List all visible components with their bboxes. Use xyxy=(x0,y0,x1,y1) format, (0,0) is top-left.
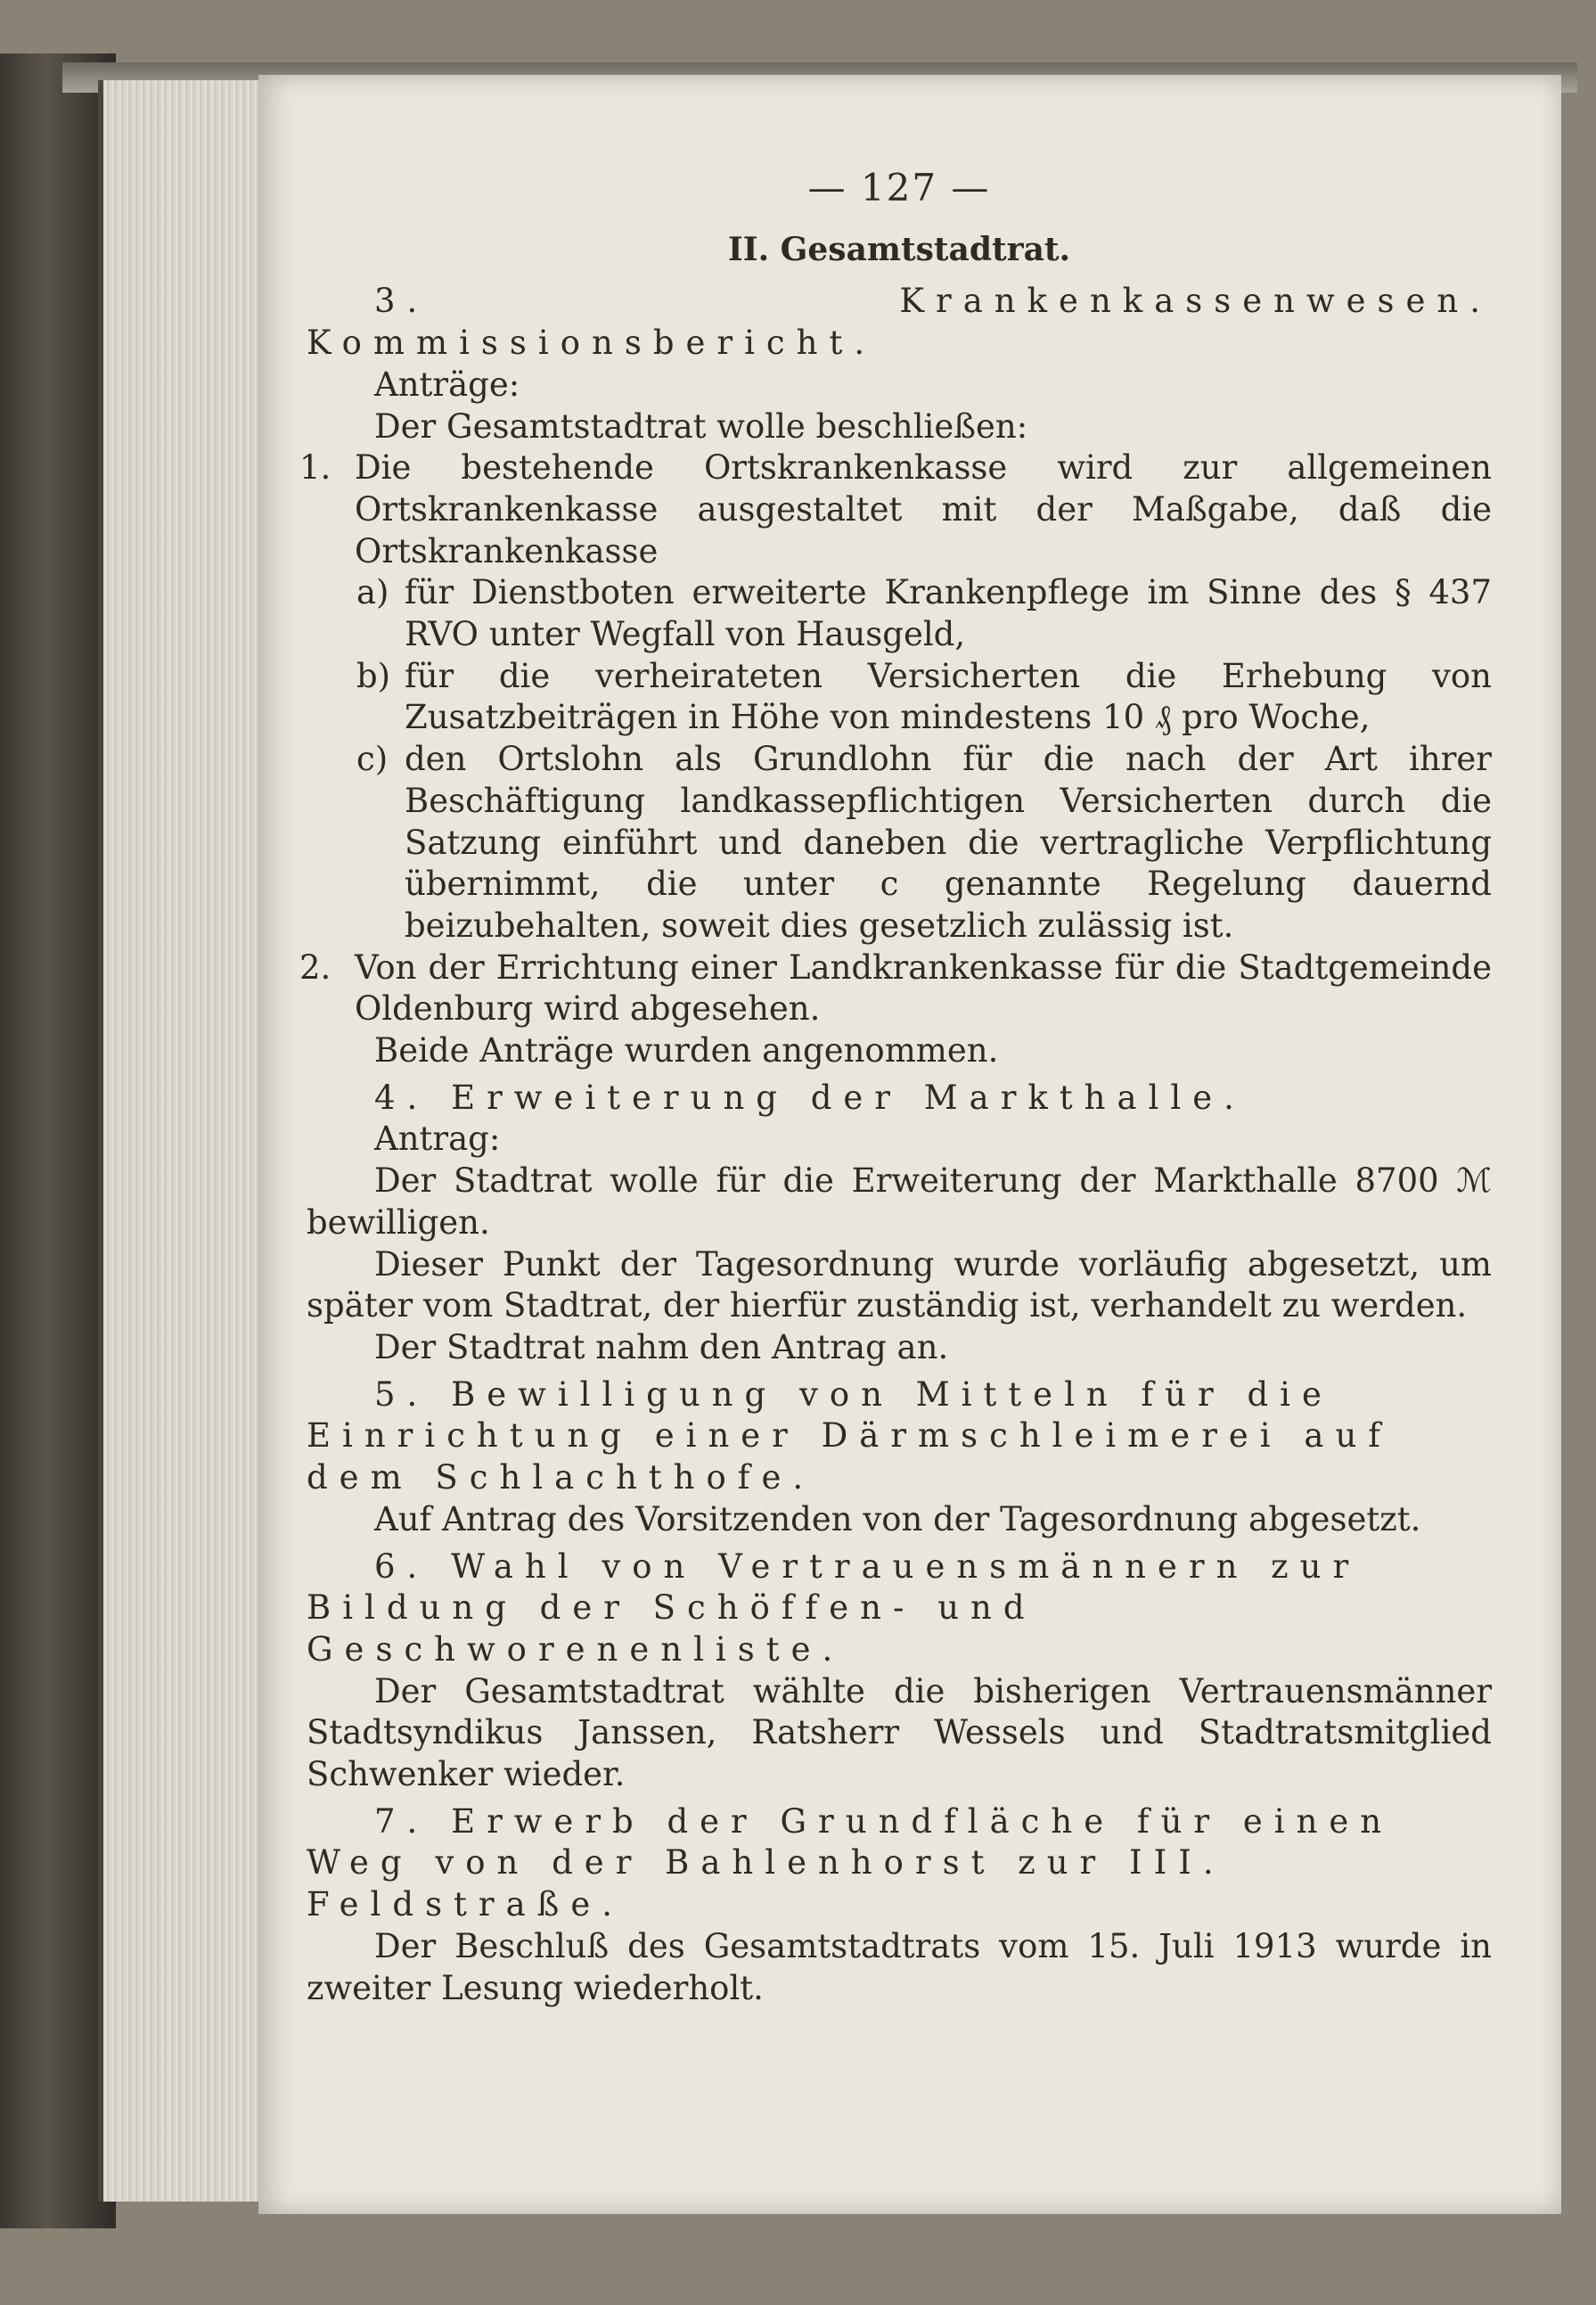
item3-sub-a-label: a) xyxy=(356,573,389,612)
item7-title: 7. Erwerb der Grundfläche für einen Weg von der Bahlenhorst zur III. Feldstraße. xyxy=(307,1801,1394,1924)
item3-result: Beide Anträge wurden angenommen. xyxy=(374,1031,999,1070)
item6-title: 6. Wahl von Vertrauensmännern zur Bildung der Schöffen- und Geschworenenliste. xyxy=(307,1546,1361,1669)
page-edges xyxy=(98,80,273,2202)
item5-title: 5. Bewilligung von Mitteln für die Einrichtung einer Därmschleimerei auf dem Schlachthofe. xyxy=(307,1374,1392,1497)
item3-point1 xyxy=(299,447,1492,572)
item3-antraege-label: Anträge: xyxy=(374,365,520,404)
page-content xyxy=(299,159,1492,2009)
section-heading: II. Gesamtstadtrat. xyxy=(727,230,1071,268)
item3-sub-c xyxy=(307,739,1492,947)
item4-result: Der Stadtrat nahm den Antrag an. xyxy=(374,1327,949,1366)
item3-point2-text: Von der Errichtung einer Landkrankenkasse für die Stadtgemeinde Oldenburg wird abgesehen. xyxy=(355,947,1492,1029)
item3-point2-label: 2. xyxy=(299,947,331,987)
item3-title: 3. Krankenkassenwesen. Kommissionsbericht. xyxy=(307,282,1492,363)
page-number: — 127 — xyxy=(807,166,991,209)
item3-sub-b-text: für die verheirateten Versicherten die Erhebung von Zusatzbeiträgen in Höhe von mindestens 10 ₰ pro Woche, xyxy=(405,656,1492,737)
item3-sub-b xyxy=(307,656,1492,739)
item3-sub-c-label: c) xyxy=(356,740,389,779)
item3-sub-a-text: für Dienstboten erweiterte Krankenpflege im Sinne des § 437 RVO unter Wegfall von Hausgeld, xyxy=(405,573,1492,654)
item4-text: Der Stadtrat wolle für die Erweiterung der Markthalle 8700 ℳ bewilligen. xyxy=(307,1161,1492,1242)
item3-sub-a xyxy=(307,572,1492,655)
item3-point1-label: 1. xyxy=(299,448,331,488)
item7-text: Der Beschluß des Gesamtstadtrats vom 15. Juli 1913 wurde in zweiter Lesung wiederholt. xyxy=(307,1926,1492,2007)
item4-note: Dieser Punkt der Tagesordnung wurde vorläufig abgesetzt, um später vom Stadtrat, der hierfür zuständig ist, verhandelt zu werden. xyxy=(307,1244,1492,1325)
item3-intro: Der Gesamtstadtrat wolle beschließen: xyxy=(374,406,1028,446)
item5-text: Auf Antrag des Vorsitzenden von der Tagesordnung abgesetzt. xyxy=(374,1499,1421,1538)
item3-point2 xyxy=(299,947,1492,1030)
item6-text: Der Gesamtstadtrat wählte die bisherigen Vertrauensmänner Stadtsyndikus Janssen, Ratsherr Wessels und Stadtratsmitglied Schwenker wieder. xyxy=(307,1671,1492,1794)
item3-point1-text: Die bestehende Ortskrankenkasse wird zur allgemeinen Ortskrankenkasse ausgestaltet mit der Maßgabe, daß die Ortskrankenkasse xyxy=(355,448,1492,570)
item4-title: 4. Erweiterung der Markthalle. xyxy=(374,1078,1246,1117)
item4-antrag-label: Antrag: xyxy=(374,1120,501,1159)
item3-sub-c-text: den Ortslohn als Grundlohn für die nach der Art ihrer Beschäftigung landkassepflichtigen Versicherten durch die Satzung einführt und daneben die vertragliche Verpflichtung übernimmt, die unter c genannte Regelung dauernd beizubehalten, soweit dies gesetzlich zulässig ist. xyxy=(405,740,1492,945)
item3-sub-b-label: b) xyxy=(356,656,391,695)
